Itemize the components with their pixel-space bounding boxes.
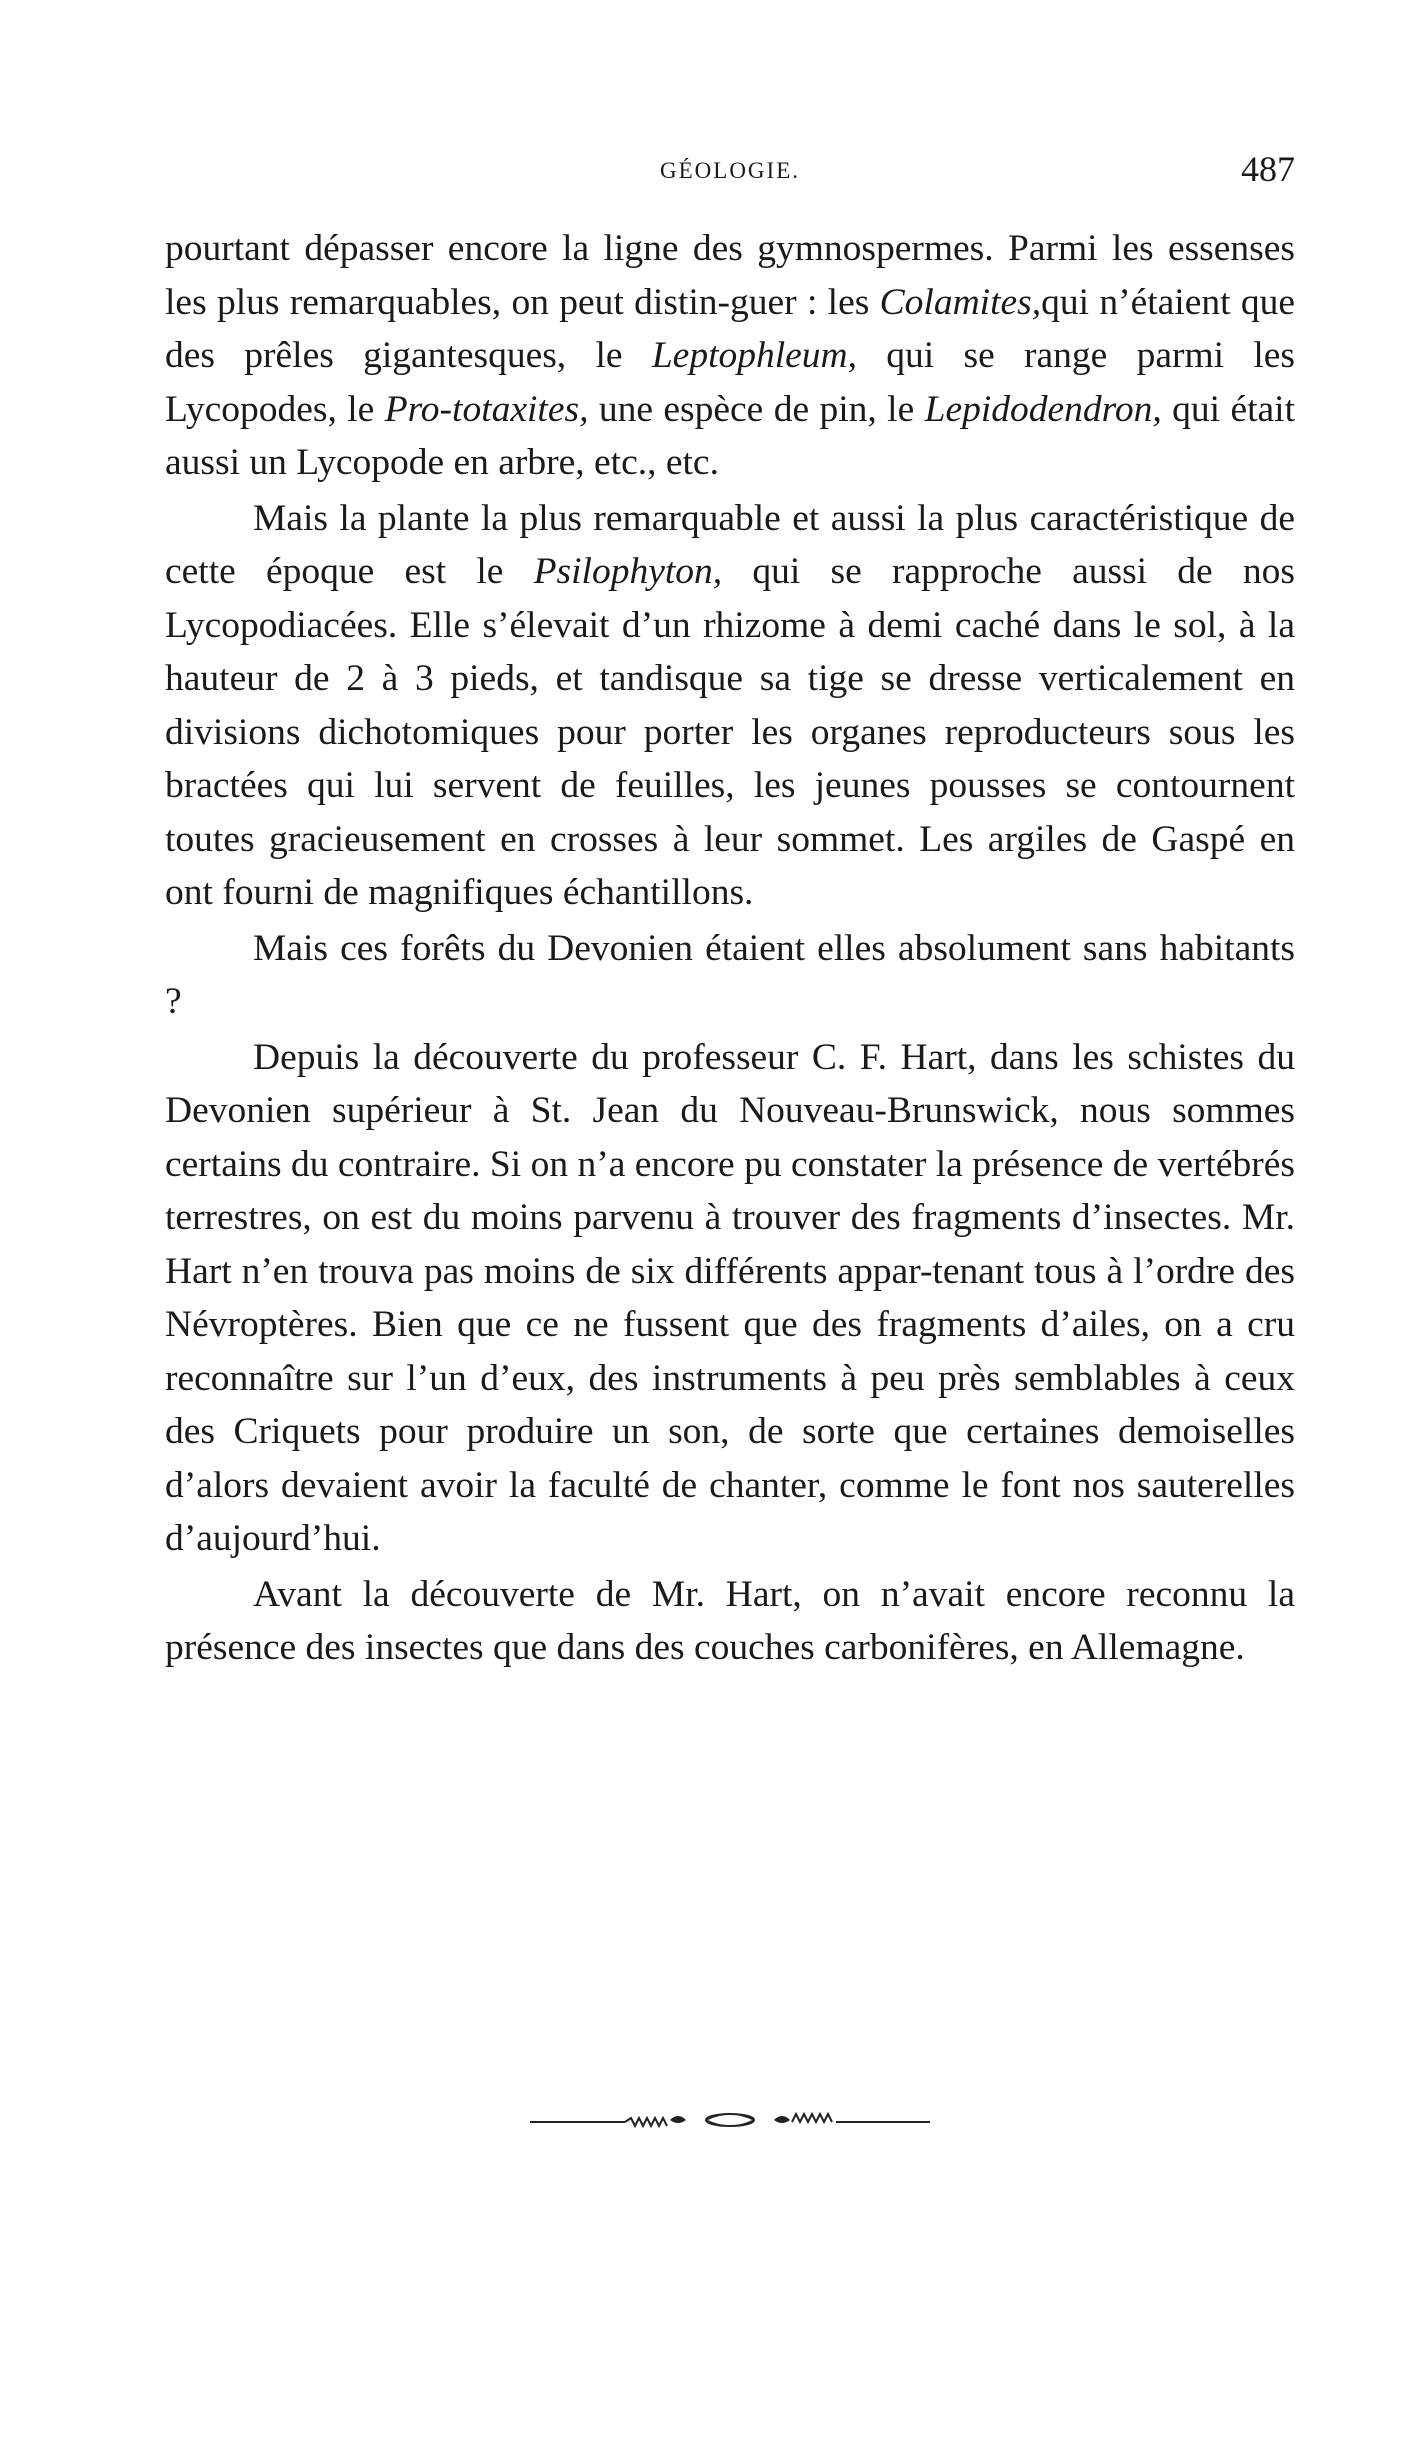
taxon-name: Colamites, — [879, 281, 1042, 323]
running-head — [165, 148, 1295, 192]
taxon-name: Leptophleum, — [651, 335, 858, 376]
text-run: qui était aussi un Lycopode en arbre, etc., etc. — [165, 388, 1295, 483]
taxon-name: Lepidodendron, — [924, 388, 1162, 430]
paragraph-1 — [165, 222, 1295, 490]
taxon-name: Psilophyton, — [533, 551, 723, 592]
text-run: Mais la plante la plus remarquable et aussi la plus caractéristique de cette époque est le — [165, 497, 1295, 592]
text-run: une espèce de pin, le — [588, 388, 925, 430]
text-run: qui se rapproche aussi de nos Lycopodiacées. Elle s’élevait d’un rhizome à demi caché dans le sol, à la hauteur de 2 à 3 pieds, et tandisque sa tige se dresse verticalement en divisions dichotomiques pour porter les organes reproducteurs sous les bractées qui lui servent de feuilles, les jeunes pousses se contournent toutes gracieusement en crosses à leur sommet. Les argiles de Gaspé en ont fourni de magnifiques échantillons. — [165, 551, 1295, 913]
text-run: pourtant dépasser encore la ligne des gymnospermes. Parmi les essenses les plus remarquables, on peut distin-guer : les — [165, 228, 1295, 323]
body-text — [165, 222, 1295, 1675]
text-run: Depuis la découverte du professeur C. F. Hart, dans les schistes du Devonien supérieur à St. Jean du Nouveau-Brunswick, nous sommes certains du contraire. Si on n’a encore pu constater la présence de vertébrés terrestres, on est du moins parvenu à trouver des fragments d’insectes. Mr. Hart n’en trouva pas moins de six différents appar-tenant tous à l’ordre des Névroptères. Bien que ce ne fussent que des fragments d’ailes, on a cru reconnaître sur l’un d’eux, des instruments à peu près semblables à ceux des Criquets pour produire un son, de sorte que certaines demoiselles d’alors devaient avoir la faculté de chanter, comme le font nos sauterelles d’aujourd’hui. — [165, 1036, 1295, 1559]
text-run: qui se range parmi les Lycopodes, le — [165, 335, 1295, 430]
text-run: Avant la découverte de Mr. Hart, on n’avait encore reconnu la présence des insectes que dans des couches carbonifères, en Allemagne. — [165, 1573, 1295, 1668]
paragraph-3 — [165, 922, 1295, 1029]
text-run: Mais ces forêts du Devonien étaient elles absolument sans habitants ? — [165, 927, 1295, 1022]
tail-ornament — [530, 2100, 930, 2140]
text-run: qui n’étaient que des prêles gigantesques, le — [165, 281, 1295, 376]
running-title: GÉOLOGIE. — [660, 158, 800, 183]
paragraph-5 — [165, 1568, 1295, 1675]
page-number: 487 — [1241, 149, 1295, 189]
taxon-name: Pro-totaxites, — [384, 388, 589, 430]
paragraph-4 — [165, 1031, 1295, 1566]
paragraph-2 — [165, 492, 1295, 920]
